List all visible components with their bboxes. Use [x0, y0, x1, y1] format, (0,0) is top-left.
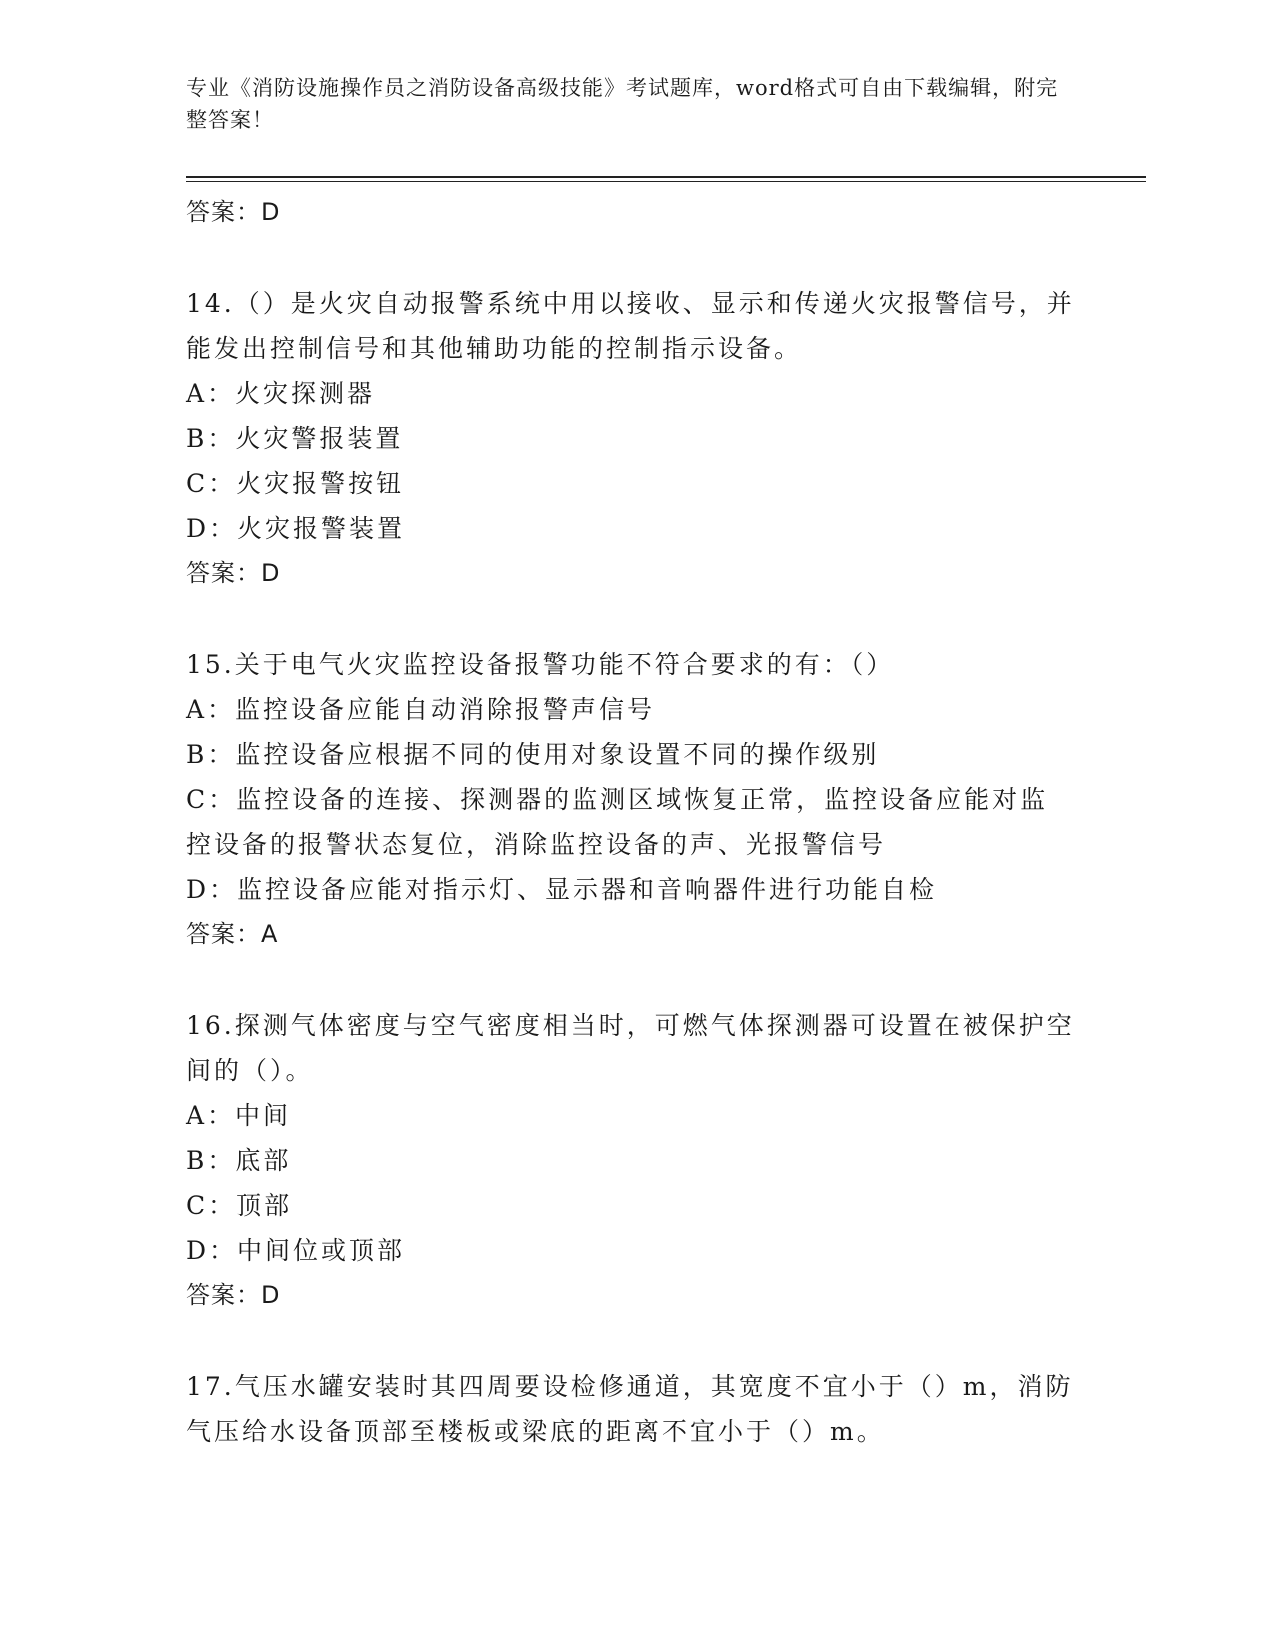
- question-stem: 17.气压水罐安装时其四周要设检修通道，其宽度不宜小于（）m，消防气压给水设备顶部至楼板或梁底的距离不宜小于（）m。: [186, 1372, 1074, 1446]
- option-c: C：监控设备的连接、探测器的监测区域恢复正常，监控设备应能对监控设备的报警状态复位，消除监控设备的声、光报警信号: [186, 785, 1049, 859]
- question-stem: 16.探测气体密度与空气密度相当时，可燃气体探测器可设置在被保护空间的（）。: [186, 1011, 1075, 1085]
- document-header: 专业《消防设施操作员之消防设备高级技能》考试题库，word格式可自由下载编辑，附完整答案！: [186, 76, 1059, 132]
- option-d: D：火灾报警装置: [186, 514, 406, 543]
- question-14: [186, 281, 1076, 596]
- question-answer: 答案：A: [186, 920, 279, 948]
- header-divider-thick: [186, 176, 1146, 178]
- question-16: [186, 1003, 1076, 1318]
- question-content: [186, 190, 1076, 1454]
- question-stem: 14.（）是火灾自动报警系统中用以接收、显示和传递火灾报警信号，并能发出控制信号和其他辅助功能的控制指示设备。: [186, 289, 1075, 363]
- option-d: D：中间位或顶部: [186, 1236, 406, 1265]
- previous-answer: 答案：D: [186, 198, 281, 226]
- question-answer: 答案：D: [186, 559, 281, 587]
- question-stem: 15.关于电气火灾监控设备报警功能不符合要求的有：（）: [186, 650, 895, 679]
- option-b: B：火灾警报装置: [186, 424, 404, 453]
- option-a: A：火灾探测器: [186, 379, 376, 408]
- option-c: C：顶部: [186, 1191, 293, 1220]
- option-b: B：底部: [186, 1146, 292, 1175]
- option-d: D：监控设备应能对指示灯、显示器和音响器件进行功能自检: [186, 875, 938, 904]
- header-divider-thin: [186, 181, 1146, 182]
- option-a: A：监控设备应能自动消除报警声信号: [186, 695, 656, 724]
- option-b: B：监控设备应根据不同的使用对象设置不同的操作级别: [186, 740, 880, 769]
- option-a: A：中间: [186, 1101, 292, 1130]
- question-answer: 答案：D: [186, 1281, 281, 1309]
- question-17: [186, 1364, 1076, 1454]
- option-c: C：火灾报警按钮: [186, 469, 405, 498]
- question-15: [186, 642, 1076, 957]
